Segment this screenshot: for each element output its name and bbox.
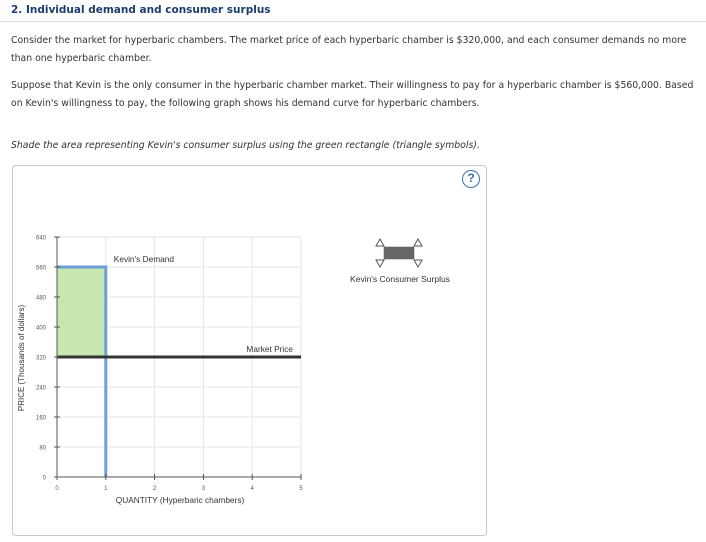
consumer-surplus-area[interactable] [57, 267, 106, 357]
surplus-area-layer[interactable] [57, 267, 106, 357]
legend-tool[interactable] [376, 239, 422, 267]
question-paragraph-1: Consider the market for hyperbaric chambers. The market price of each hyperbaric chamber is $320,000, and each consumer demands no more than one hyperbaric chamber. [11, 35, 687, 64]
y-tick-label: 400 [35, 325, 46, 332]
legend-triangle-handle[interactable] [376, 239, 384, 246]
x-tick-label: 0 [55, 486, 59, 492]
y-tick-label: 80 [39, 445, 46, 452]
legend-triangle-handle[interactable] [414, 239, 422, 246]
x-tick-label: 1 [104, 486, 108, 492]
legend-triangle-handle[interactable] [376, 260, 384, 267]
legend-triangle-handle[interactable] [414, 260, 422, 267]
y-tick-label: 480 [35, 295, 46, 302]
x-tick-label: 4 [250, 486, 254, 492]
x-tick-label: 3 [201, 486, 206, 492]
legend-rectangle[interactable] [384, 247, 414, 259]
x-tick-label: 2 [152, 486, 157, 492]
question-title: 2. Individual demand and consumer surplus [11, 4, 271, 16]
x-tick-label: 5 [299, 486, 303, 492]
y-tick-label: 560 [35, 265, 46, 272]
y-tick-label: 240 [35, 385, 46, 392]
y-tick-label: 160 [35, 415, 46, 422]
legend-label: Kevin's Consumer Surplus [350, 274, 450, 284]
question-instruction: Shade the area representing Kevin's consumer surplus using the green rectangle (triangle symbols). [11, 140, 480, 151]
market-price-label: Market Price [246, 344, 293, 354]
y-tick-label: 640 [35, 235, 46, 242]
y-tick-label: 320 [35, 355, 46, 362]
demand-label: Kevin's Demand [113, 254, 174, 264]
x-axis-label: QUANTITY (Hyperbaric chambers) [115, 495, 245, 505]
y-axis-label: PRICE (Thousands of dollars) [17, 304, 26, 412]
question-paragraph-2: Suppose that Kevin is the only consumer in the hyperbaric chamber market. Their willingness to pay for a hyperbaric chamber is $560,000. Based on Kevin's willingness to pay, the following graph shows his demand curve for hyperbaric chambers. [11, 80, 694, 109]
y-tick-label: 0 [42, 475, 46, 482]
help-button[interactable]: ? [462, 170, 480, 188]
